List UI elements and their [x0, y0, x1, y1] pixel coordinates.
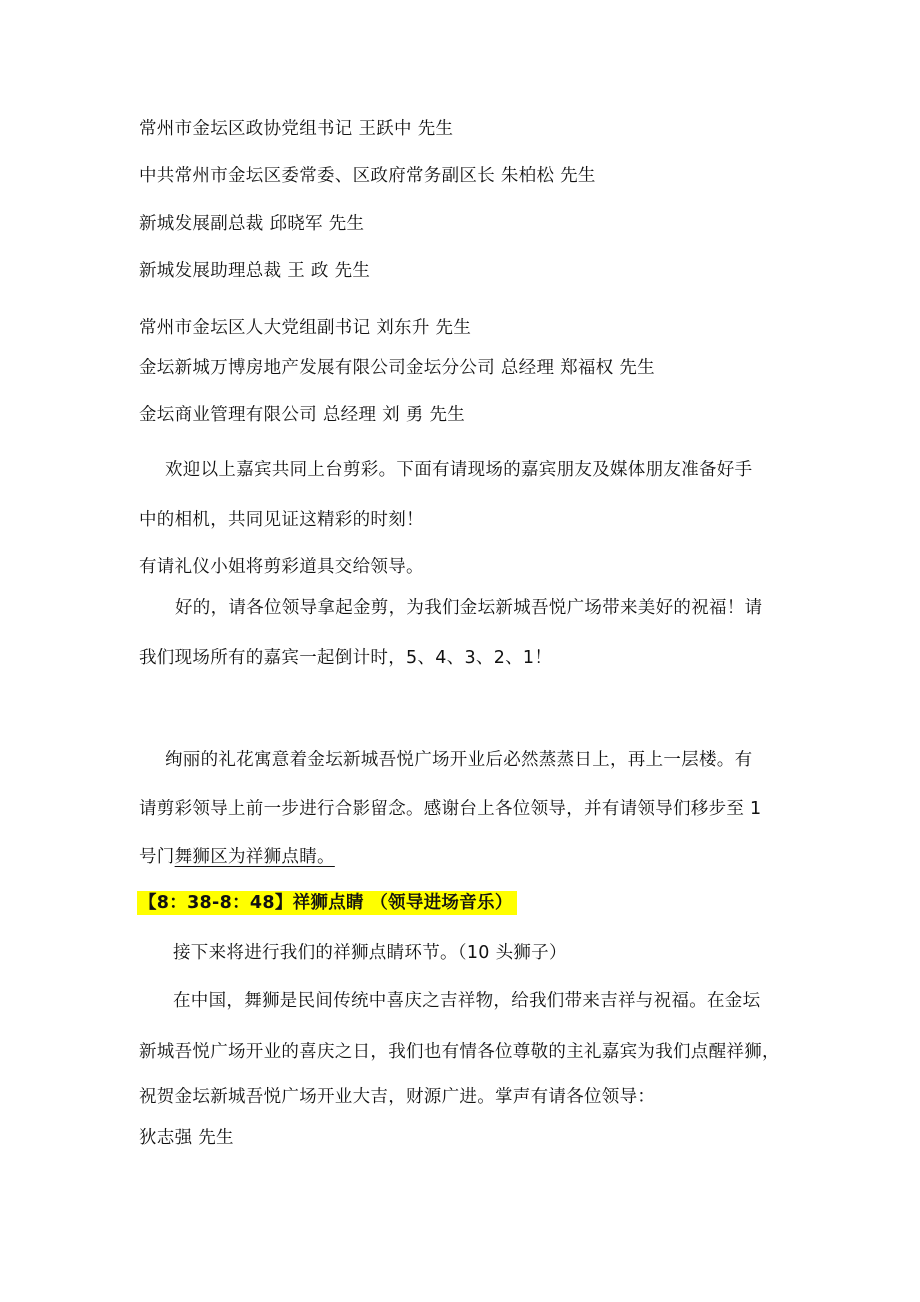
guest-line-2: 中共常州市金坛区委常委、区政府常务副区长 朱柏松 先生 — [139, 166, 596, 186]
guest-line-4: 新城发展助理总裁 王 政 先生 — [139, 261, 371, 281]
guest-line-6: 金坛新城万博房地产发展有限公司金坛分公司 总经理 郑福权 先生 — [139, 358, 655, 378]
fireworks-paragraph-line-1: 绚丽的礼花寓意着金坛新城吾悦广场开业后必然蒸蒸日上，再上一层楼。有 — [165, 750, 753, 770]
ribbon-paragraph-line-2: 中的相机，共同见证这精彩的时刻！ — [139, 510, 424, 530]
guest-line-3: 新城发展副总裁 邱晓军 先生 — [139, 214, 365, 234]
lion-dance-paragraph-line-2: 新城吾悦广场开业的喜庆之日，我们也有情各位尊敬的主礼嘉宾为我们点醒祥狮， — [139, 1042, 780, 1062]
lion-dance-guest-line: 狄志强 先生 — [139, 1128, 234, 1148]
fireworks-line-prefix: 号门 — [139, 847, 175, 867]
fireworks-paragraph-line-2: 请剪彩领导上前一步进行合影留念。感谢台上各位领导，并有请领导们移步至 1 — [139, 799, 762, 819]
lion-dance-paragraph-line-1: 在中国，舞狮是民间传统中喜庆之吉祥物，给我们带来吉祥与祝福。在金坛 — [173, 991, 761, 1011]
fireworks-paragraph-line-3 — [139, 845, 335, 869]
guest-line-7: 金坛商业管理有限公司 总经理 刘 勇 先生 — [139, 405, 466, 425]
countdown-paragraph-line-1: 好的，请各位领导拿起金剪，为我们金坛新城吾悦广场带来美好的祝福！请 — [175, 598, 763, 618]
ribbon-paragraph-line-1: 欢迎以上嘉宾共同上台剪彩。下面有请现场的嘉宾朋友及媒体朋友准备好手 — [165, 460, 753, 480]
guest-line-1: 常州市金坛区政协党组书记 王跃中 先生 — [139, 119, 454, 139]
countdown-paragraph-line-2: 我们现场所有的嘉宾一起倒计时，5、4、3、2、1！ — [139, 648, 553, 668]
ribbon-props-line: 有请礼仪小姐将剪彩道具交给领导。 — [139, 557, 424, 577]
lion-dance-paragraph-line-3: 祝贺金坛新城吾悦广场开业大吉，财源广进。掌声有请各位领导： — [139, 1087, 656, 1107]
section-heading: 【8：38-8：48】祥狮点睛 （领导进场音乐） — [137, 891, 517, 915]
section-heading-row — [137, 891, 517, 915]
underlined-text: 舞狮区为祥狮点睛。 — [174, 847, 335, 867]
lion-dance-intro: 接下来将进行我们的祥狮点睛环节。（10 头狮子） — [173, 943, 567, 963]
guest-line-5: 常州市金坛区人大党组副书记 刘东升 先生 — [139, 318, 472, 338]
